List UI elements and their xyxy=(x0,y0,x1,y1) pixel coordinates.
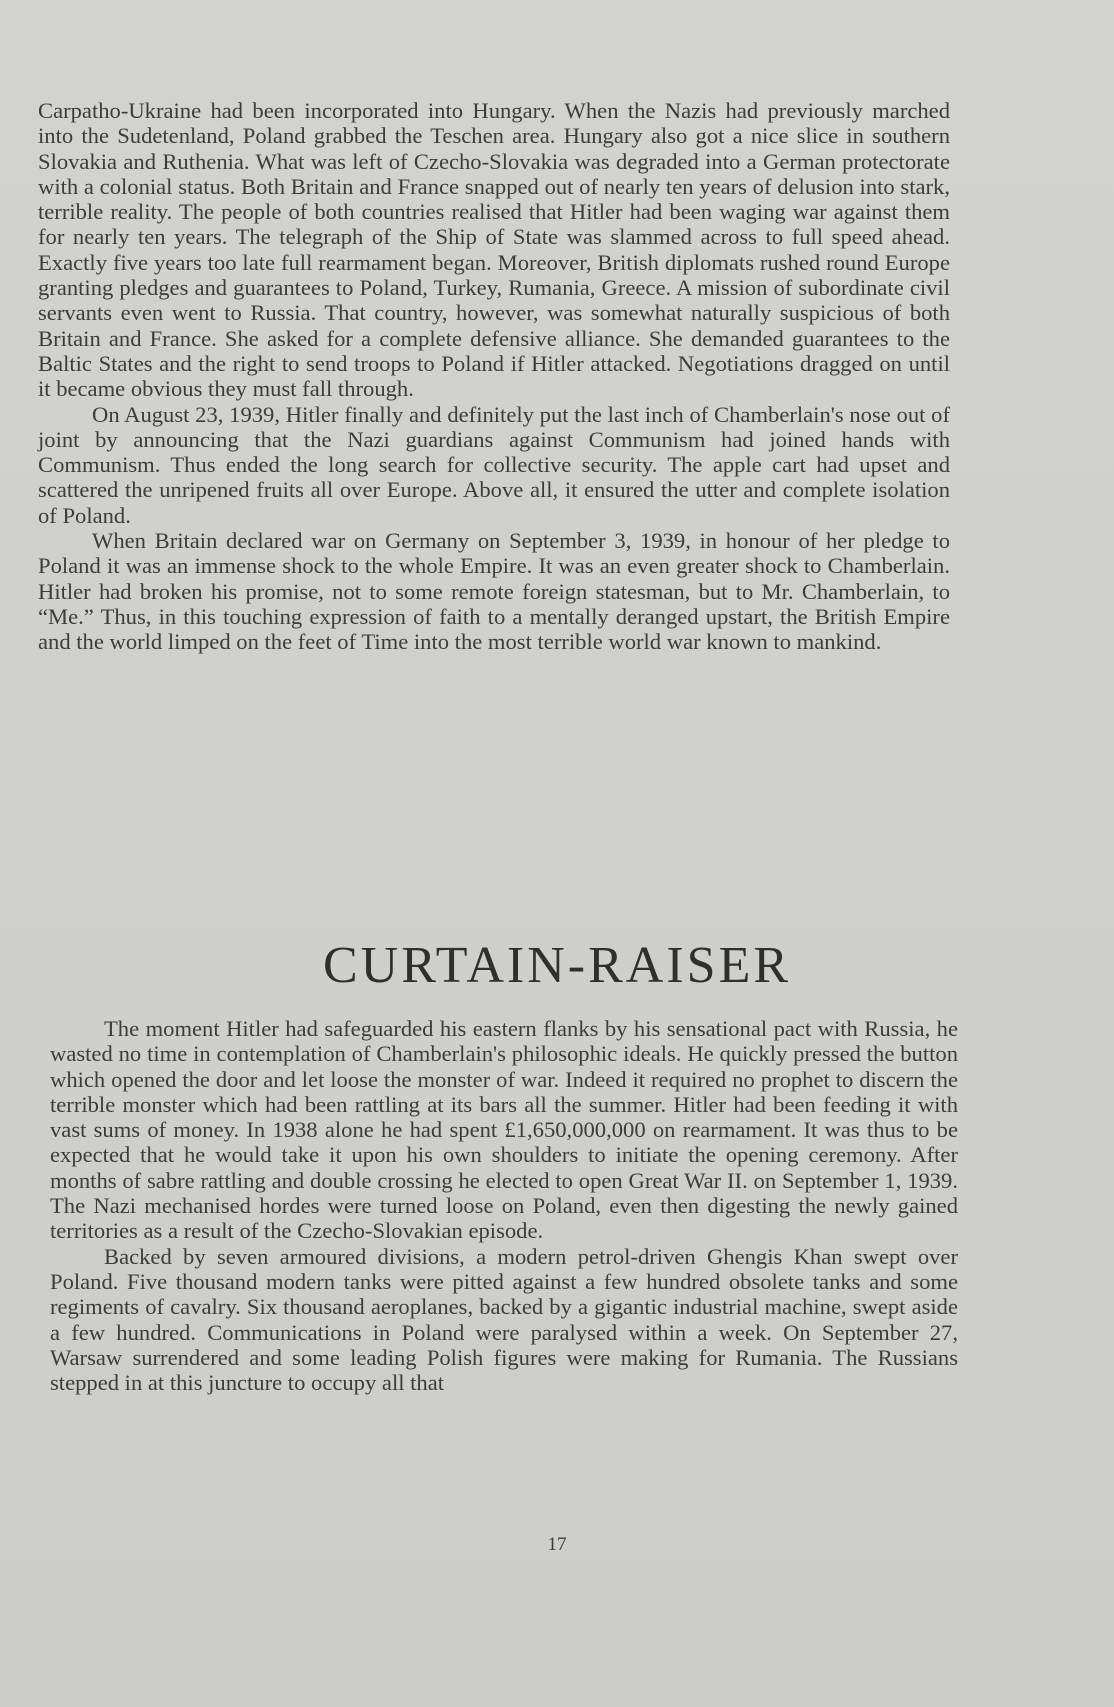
paragraph: When Britain declared war on Germany on September 3, 1939, in honour of her pledge to Poland it was an immense shock to the whole Empire. It was an even greater shock to Chamberlain. Hitler had broken his promise, not to some remote foreign statesman, but to Mr. Chamberlain, to “Me.” Thus, in this touching expression of faith to a mentally deranged upstart, the British Empire and the world limped on the feet of Time into the most terrible world war known to mankind. xyxy=(38,528,950,655)
upper-text-section xyxy=(38,98,950,655)
paragraph: Backed by seven armoured divisions, a modern petrol-driven Ghengis Khan swept over Poland. Five thousand modern tanks were pitted against a few hundred obsolete tanks and some regiments of cavalry. Six thousand aeroplanes, backed by a gigantic industrial machine, swept aside a few hundred. Communications in Poland were paralysed within a week. On September 27, Warsaw surrendered and some leading Polish figures were making for Rumania. The Russians stepped in at this juncture to occupy all that xyxy=(50,1243,958,1396)
paragraph: On August 23, 1939, Hitler finally and definitely put the last inch of Chamberlain's nose out of joint by announcing that the Nazi guardians against Communism had joined hands with Communism. Thus ended the long search for collective security. The apple cart had upset and scattered the unripened fruits all over Europe. Above all, it ensured the utter and complete isolation of Poland. xyxy=(38,401,950,528)
lower-text-section xyxy=(50,1016,958,1395)
paragraph: Carpatho-Ukraine had been incorporated into Hungary. When the Nazis had previously marched into the Sudetenland, Poland grabbed the Teschen area. Hungary also got a nice slice in southern Slovakia and Ruthenia. What was left of Czecho-Slovakia was degraded into a German protectorate with a colonial status. Both Britain and France snapped out of nearly ten years of delusion into stark, terrible reality. The people of both countries realised that Hitler had been waging war against them for nearly ten years. The telegraph of the Ship of State was slammed across to full speed ahead. Exactly five years too late full rearmament began. Moreover, British diplomats rushed round Europe granting pledges and guarantees to Poland, Turkey, Rumania, Greece. A mission of subordinate civil servants even went to Russia. That country, however, was somewhat naturally suspicious of both Britain and France. She asked for a complete defensive alliance. She demanded guarantees to the Baltic States and the right to send troops to Poland if Hitler attacked. Negotiations dragged on until it became obvious they must fall through. xyxy=(38,98,950,402)
paragraph: The moment Hitler had safeguarded his eastern flanks by his sensational pact with Russia, he wasted no time in contemplation of Chamberlain's philosophic ideals. He quickly pressed the button which opened the door and let loose the monster of war. Indeed it required no prophet to discern the terrible monster which had been rattling at its bars all the summer. Hitler had been feeding it with vast sums of money. In 1938 alone he had spent £1,650,000,000 on rearmament. It was thus to be expected that he would take it upon his own shoulders to initiate the opening ceremony. After months of sabre rattling and double crossing he elected to open Great War II. on September 1, 1939. The Nazi mechanised hordes were turned loose on Poland, even then digesting the newly gained territories as a result of the Czecho-Slovakian episode. xyxy=(50,1016,958,1244)
section-heading: CURTAIN-RAISER xyxy=(322,937,792,994)
page-number: 17 xyxy=(547,1534,567,1555)
